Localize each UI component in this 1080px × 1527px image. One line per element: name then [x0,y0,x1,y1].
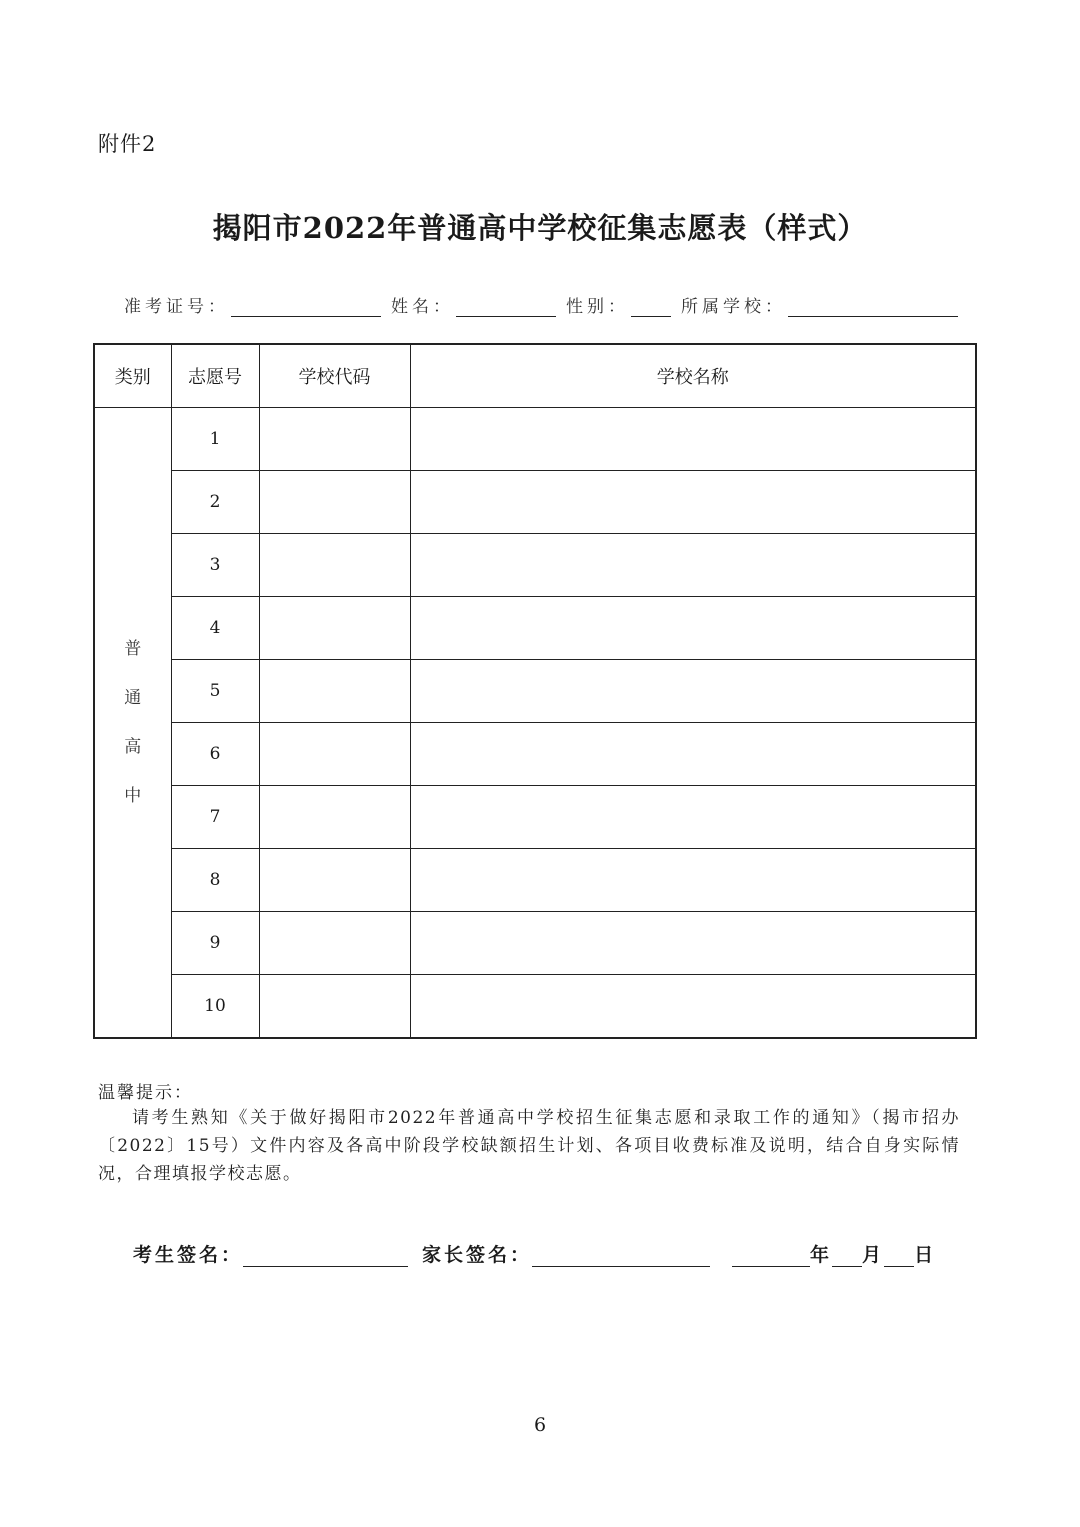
table-row [94,723,976,786]
day-field[interactable] [884,1244,914,1267]
school-label: 所属学校： [681,297,786,317]
category-cell [94,408,171,1039]
parent-signature-field[interactable] [532,1244,710,1267]
school-name-cell[interactable] [410,471,976,534]
gender-label: 性别： [566,297,629,317]
school-code-cell[interactable] [259,912,410,975]
table-row [94,912,976,975]
preference-number: 3 [171,534,259,597]
exam-id-label: 准考证号： [124,297,229,317]
student-signature-field[interactable] [243,1244,408,1267]
school-field[interactable] [788,296,958,317]
exam-id-field[interactable] [231,296,381,317]
year-field[interactable] [732,1244,810,1267]
school-code-cell[interactable] [259,849,410,912]
school-name-cell[interactable] [410,408,976,471]
school-name-cell[interactable] [410,660,976,723]
header-category: 类别 [94,344,171,408]
preference-number: 7 [171,786,259,849]
category-label: 普通高中 [124,638,142,806]
school-code-cell[interactable] [259,471,410,534]
preference-number: 9 [171,912,259,975]
month-label: 月 [862,1244,885,1266]
table-row [94,471,976,534]
page-number: 6 [533,1414,547,1436]
signature-row [133,1240,936,1267]
school-code-cell[interactable] [259,975,410,1039]
candidate-info-row [124,292,968,317]
form-title: 揭阳市2022年普通高中学校征集志愿表（样式） [212,211,868,245]
table-row [94,408,976,471]
school-code-cell[interactable] [259,660,410,723]
gender-field[interactable] [631,296,671,317]
header-school-code: 学校代码 [259,344,410,408]
school-name-cell[interactable] [410,534,976,597]
school-name-cell[interactable] [410,786,976,849]
header-school-name: 学校名称 [410,344,976,408]
year-label: 年 [810,1244,833,1266]
preference-number: 6 [171,723,259,786]
preference-number: 1 [171,408,259,471]
tips-body: 请考生熟知《关于做好揭阳市2022年普通高中学校招生征集志愿和录取工作的通知》（揭市招办〔2022〕15号）文件内容及各高中阶段学校缺额招生计划、各项目收费标准及说明，结合自身实际情况，合理填报学校志愿。 [98,1108,960,1184]
school-name-cell[interactable] [410,849,976,912]
school-code-cell[interactable] [259,786,410,849]
attachment-label: 附件2 [98,132,157,156]
school-code-cell[interactable] [259,408,410,471]
preference-number: 2 [171,471,259,534]
month-field[interactable] [832,1244,862,1267]
table-row [94,786,976,849]
school-name-cell[interactable] [410,723,976,786]
name-label: 姓名： [391,297,454,317]
preference-table [93,343,977,1039]
school-code-cell[interactable] [259,723,410,786]
school-name-cell[interactable] [410,912,976,975]
preference-number: 8 [171,849,259,912]
preference-number: 5 [171,660,259,723]
day-label: 日 [914,1244,937,1266]
header-preference-no: 志愿号 [171,344,259,408]
student-signature-label: 考生签名： [133,1244,244,1266]
school-name-cell[interactable] [410,597,976,660]
school-code-cell[interactable] [259,597,410,660]
preference-number: 4 [171,597,259,660]
table-row [94,660,976,723]
table-row [94,534,976,597]
table-row [94,597,976,660]
tips-heading: 温馨提示： [98,1083,193,1103]
school-name-cell[interactable] [410,975,976,1039]
parent-signature-label: 家长签名： [422,1244,533,1266]
table-header-row [94,344,976,408]
table-row [94,849,976,912]
name-field[interactable] [456,296,556,317]
school-code-cell[interactable] [259,534,410,597]
preference-number: 10 [171,975,259,1039]
table-row [94,975,976,1039]
